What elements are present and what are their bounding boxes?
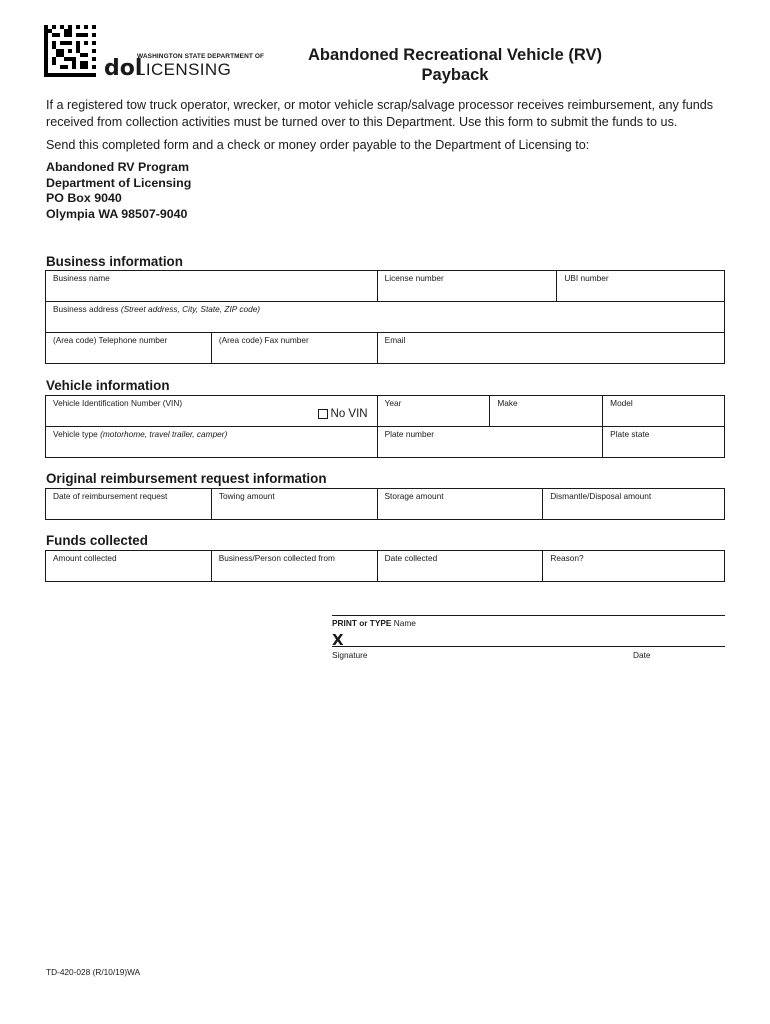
towing-amount-label: Towing amount xyxy=(218,491,275,501)
ubi-number-field[interactable] xyxy=(557,271,725,302)
no-vin-checkbox[interactable] xyxy=(318,409,328,419)
reason-label: Reason? xyxy=(550,553,584,563)
form-title-line2: Payback xyxy=(421,66,489,84)
logo-letters: dol xyxy=(104,56,143,81)
model-field[interactable] xyxy=(603,396,725,427)
business-name-label: Business name xyxy=(53,273,110,283)
business-address-label: Business address xyxy=(53,304,119,314)
print-name-label xyxy=(332,618,416,628)
intro-line1: If a registered tow truck operator, wrecker, or motor vehicle scrap/salvage processor receives reimbursement, any funds xyxy=(46,98,714,112)
reimbursement-section-title: Original reimbursement request information xyxy=(46,471,327,486)
date-label: Date xyxy=(633,650,651,660)
vin-label: Vehicle Identification Number (VIN) xyxy=(53,398,183,408)
reimbursement-date-field[interactable] xyxy=(46,489,212,520)
business-address-field[interactable] xyxy=(46,302,725,333)
business-info-table xyxy=(45,270,725,364)
collected-from-label: Business/Person collected from xyxy=(218,553,335,563)
email-field[interactable] xyxy=(377,333,724,364)
vehicle-info-table xyxy=(45,395,725,458)
fax-label: (Area code) Fax number xyxy=(218,335,309,345)
address-line3: PO Box 9040 xyxy=(46,191,122,205)
dismantle-amount-field[interactable] xyxy=(543,489,725,520)
print-name-line[interactable] xyxy=(332,615,725,616)
business-name-field[interactable] xyxy=(46,271,378,302)
no-vin-option[interactable] xyxy=(318,408,368,420)
signature-x-mark: X xyxy=(332,631,344,649)
license-number-label: License number xyxy=(384,273,444,283)
email-label: Email xyxy=(384,335,406,345)
no-vin-label: No VIN xyxy=(330,408,368,420)
funds-table xyxy=(45,550,725,582)
vehicle-section-title: Vehicle information xyxy=(46,378,170,393)
form-number: TD-420-028 (R/10/19)WA xyxy=(46,967,141,977)
barcode-image xyxy=(44,25,96,77)
date-collected-field[interactable] xyxy=(377,551,543,582)
make-label: Make xyxy=(497,398,518,408)
dol-logo-icon xyxy=(104,48,143,81)
dismantle-amount-label: Dismantle/Disposal amount xyxy=(550,491,652,501)
date-collected-label: Date collected xyxy=(384,553,438,563)
funds-section-title: Funds collected xyxy=(46,533,148,548)
form-title-line1: Abandoned Recreational Vehicle (RV) xyxy=(307,46,603,64)
plate-number-field[interactable] xyxy=(377,427,603,458)
collected-from-field[interactable] xyxy=(211,551,377,582)
reason-field[interactable] xyxy=(543,551,725,582)
intro-line2: received from collection activities must be turned over to this Department. Use this form to submit the funds to us. xyxy=(46,115,678,129)
fax-field[interactable] xyxy=(211,333,377,364)
amount-collected-field[interactable] xyxy=(46,551,212,582)
signature-line[interactable] xyxy=(332,646,725,647)
intro-paragraph xyxy=(46,97,736,131)
amount-collected-label: Amount collected xyxy=(53,553,117,563)
model-label: Model xyxy=(610,398,633,408)
ubi-number-label: UBI number xyxy=(564,273,609,283)
form-title xyxy=(270,45,640,85)
signature-label: Signature xyxy=(332,650,368,660)
towing-amount-field[interactable] xyxy=(211,489,377,520)
vehicle-type-label: Vehicle type xyxy=(53,429,98,439)
year-label: Year xyxy=(384,398,402,408)
vehicle-type-field[interactable] xyxy=(46,427,378,458)
address-line4: Olympia WA 98507-9040 xyxy=(46,206,188,221)
make-field[interactable] xyxy=(490,396,603,427)
print-name-rest: Name xyxy=(393,618,416,628)
reimbursement-date-label: Date of reimbursement request xyxy=(53,491,168,501)
agency-name-top: WASHINGTON STATE DEPARTMENT OF xyxy=(137,53,265,60)
address-line2: Department of Licensing xyxy=(46,175,192,190)
telephone-label: (Area code) Telephone number xyxy=(53,335,168,345)
reimbursement-table xyxy=(45,488,725,520)
plate-state-label: Plate state xyxy=(610,429,650,439)
plate-number-label: Plate number xyxy=(384,429,434,439)
storage-amount-label: Storage amount xyxy=(384,491,444,501)
address-line1: Abandoned RV Program xyxy=(46,160,189,174)
agency-name-main: LICENSING xyxy=(136,60,232,79)
business-section-title: Business information xyxy=(46,254,183,269)
year-field[interactable] xyxy=(377,396,490,427)
plate-state-field[interactable] xyxy=(603,427,725,458)
dol-logo xyxy=(104,46,265,81)
storage-amount-field[interactable] xyxy=(377,489,543,520)
send-instructions: Send this completed form and a check or money order payable to the Department of Licensing to: xyxy=(46,138,590,152)
print-name-bold: PRINT or TYPE xyxy=(332,618,392,628)
vin-field[interactable] xyxy=(46,396,378,427)
business-address-hint: (Street address, City, State, ZIP code) xyxy=(120,304,261,314)
mailing-address xyxy=(46,160,191,222)
vehicle-type-hint: (motorhome, travel trailer, camper) xyxy=(100,429,228,439)
license-number-field[interactable] xyxy=(377,271,557,302)
telephone-field[interactable] xyxy=(46,333,212,364)
